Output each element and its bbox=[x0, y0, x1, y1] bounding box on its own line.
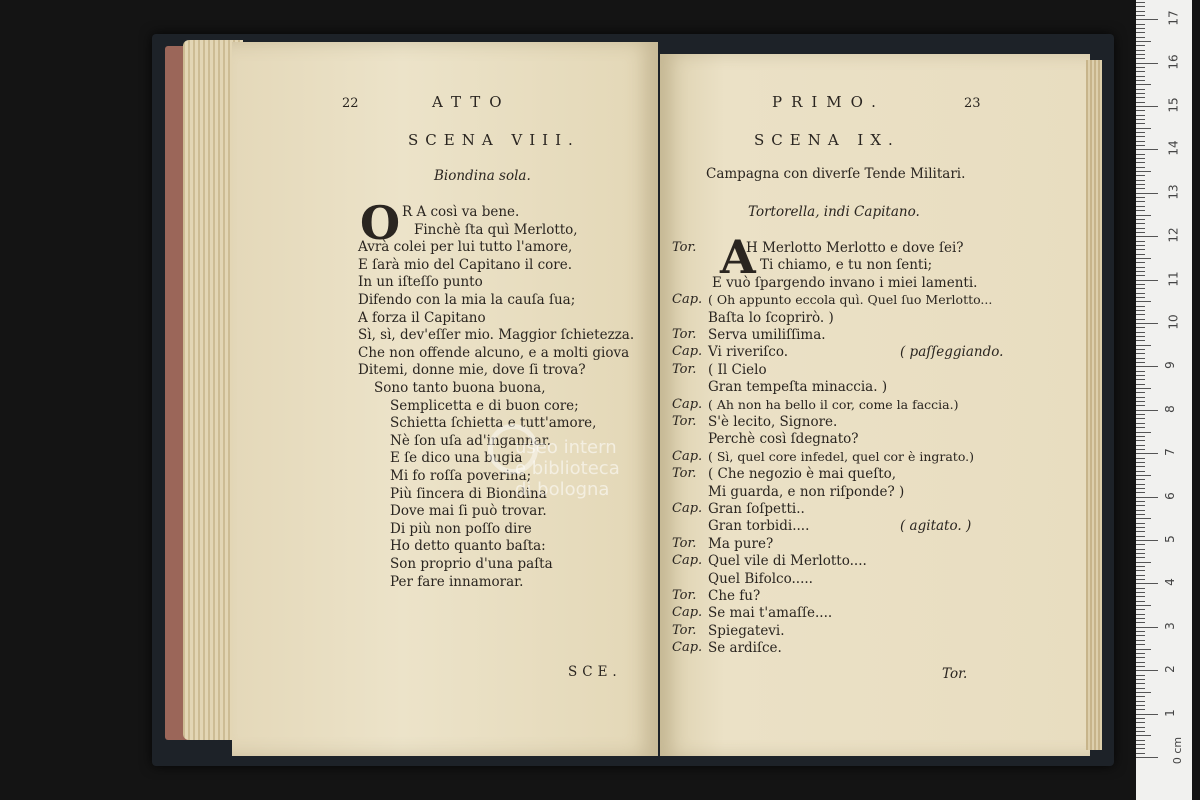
ruler-tick bbox=[1136, 288, 1145, 289]
right-page bbox=[660, 54, 1090, 756]
character-line-left: Biondina sola. bbox=[434, 168, 531, 184]
ruler-tick bbox=[1136, 388, 1151, 389]
ruler-number: 17 bbox=[1166, 10, 1181, 26]
ruler-tick bbox=[1136, 210, 1145, 211]
ruler-tick bbox=[1136, 436, 1145, 437]
ruler-tick bbox=[1136, 340, 1145, 341]
ruler-tick bbox=[1136, 618, 1145, 619]
verse-line: E ſe dico una bugia bbox=[390, 450, 523, 467]
ruler-tick bbox=[1136, 119, 1145, 120]
ruler-tick bbox=[1136, 579, 1145, 580]
verse-line: Semplicetta e di buon core; bbox=[390, 397, 579, 414]
ruler-tick bbox=[1136, 501, 1145, 502]
verse-line: E ſarà mio del Capitano il core. bbox=[358, 256, 573, 273]
ruler-tick bbox=[1136, 228, 1145, 229]
speaker-label: Tor. bbox=[672, 535, 697, 551]
ruler-tick bbox=[1136, 384, 1145, 385]
ruler-tick bbox=[1136, 484, 1145, 485]
ruler-tick bbox=[1136, 50, 1145, 51]
dialogue-line: Ti chiamo, e tu non ſenti; bbox=[760, 257, 933, 274]
verse-line: Sono tanto buona buona, bbox=[374, 380, 546, 396]
ruler-tick bbox=[1136, 201, 1145, 202]
ruler-tick bbox=[1136, 410, 1158, 411]
ruler-tick bbox=[1136, 41, 1151, 42]
ruler-tick bbox=[1136, 679, 1145, 680]
verse-line: Finchè ſta quì Merlotto, bbox=[414, 221, 578, 238]
catchword-left: SCE. bbox=[568, 664, 622, 680]
ruler-tick bbox=[1136, 462, 1145, 463]
ruler-tick bbox=[1136, 753, 1145, 754]
speaker-label: Cap. bbox=[672, 553, 703, 569]
ruler-number: 10 bbox=[1166, 314, 1181, 330]
ruler-tick bbox=[1136, 11, 1145, 12]
verse-line: Mi fo roſſa poverina; bbox=[390, 468, 532, 484]
character-line-right: Tortorella, indi Capitano. bbox=[748, 204, 920, 220]
page-number-left: 22 bbox=[342, 96, 359, 111]
verse-line: Ditemi, donne mie, dove ſi trova? bbox=[358, 362, 586, 379]
ruler-tick bbox=[1136, 167, 1145, 168]
speaker-label: Cap. bbox=[672, 501, 703, 516]
page-number-right: 23 bbox=[964, 96, 981, 111]
ruler-tick bbox=[1136, 475, 1151, 476]
ruler-tick bbox=[1136, 180, 1145, 181]
verse-line: Che non offende alcuno, e a molti giova bbox=[358, 344, 630, 361]
verse-line: A forza il Capitano bbox=[358, 309, 486, 326]
ruler-tick bbox=[1136, 575, 1145, 576]
dialogue-line: Serva umiliſſima. bbox=[708, 327, 826, 343]
measurement-ruler bbox=[1136, 0, 1192, 800]
dialogue-line: Baſta lo ſcoprirò. ) bbox=[708, 309, 834, 326]
ruler-tick bbox=[1136, 267, 1145, 268]
page-edges-right bbox=[1086, 60, 1102, 750]
dialogue-line: Gran torbidi.... bbox=[708, 518, 810, 535]
ruler-tick bbox=[1136, 232, 1145, 233]
dialogue-line: ( Il Cielo bbox=[708, 361, 767, 378]
dialogue-line: ( Oh appunto eccola quì. Quel ſuo Merlotto... bbox=[708, 292, 993, 308]
ruler-tick bbox=[1136, 254, 1145, 255]
ruler-tick bbox=[1136, 471, 1145, 472]
ruler-tick bbox=[1136, 714, 1158, 715]
verse-line: Ho detto quanto baſta: bbox=[390, 538, 546, 555]
ruler-unit-label: 0 cm bbox=[1171, 736, 1185, 765]
dialogue-line: Gran tempeſta minaccia. ) bbox=[708, 379, 888, 396]
ruler-tick bbox=[1136, 110, 1145, 111]
ruler-tick bbox=[1136, 245, 1145, 246]
ruler-tick bbox=[1136, 627, 1158, 628]
ruler-tick bbox=[1136, 488, 1145, 489]
ruler-tick bbox=[1136, 215, 1151, 216]
verse-line: Nè ſon uſa ad'ingannar. bbox=[390, 432, 552, 449]
ruler-tick bbox=[1136, 540, 1158, 541]
ruler-tick bbox=[1136, 649, 1151, 650]
speaker-label: Tor. bbox=[672, 588, 697, 603]
ruler-tick bbox=[1136, 392, 1145, 393]
ruler-tick bbox=[1136, 84, 1151, 85]
ruler-tick bbox=[1136, 115, 1145, 116]
dialogue-line: ( Ah non ha bello il cor, come la faccia.) bbox=[708, 396, 959, 412]
ruler-tick bbox=[1136, 76, 1145, 77]
ruler-number: 8 bbox=[1162, 404, 1177, 413]
ruler-tick bbox=[1136, 510, 1145, 511]
ruler-tick bbox=[1136, 497, 1158, 498]
ruler-tick bbox=[1136, 54, 1145, 55]
dialogue-line: Ma pure? bbox=[708, 535, 774, 552]
ruler-tick bbox=[1136, 37, 1145, 38]
dialogue-line: Che fu? bbox=[708, 588, 761, 604]
speaker-label: Tor. bbox=[672, 414, 697, 429]
ruler-tick bbox=[1136, 332, 1145, 333]
dialogue-line: Quel Bifolco..... bbox=[708, 570, 813, 587]
ruler-tick bbox=[1136, 566, 1145, 567]
ruler-tick bbox=[1136, 219, 1145, 220]
dialogue-line: ( Che negozio è mai queſto, bbox=[708, 466, 897, 483]
ruler-tick bbox=[1136, 662, 1145, 663]
ruler-tick bbox=[1136, 379, 1145, 380]
ruler-tick bbox=[1136, 536, 1145, 537]
ruler-tick bbox=[1136, 297, 1145, 298]
ruler-tick bbox=[1136, 423, 1145, 424]
ruler-tick bbox=[1136, 518, 1151, 519]
ruler-number: 4 bbox=[1162, 578, 1177, 587]
ruler-tick bbox=[1136, 271, 1145, 272]
dialogue-line: H Merlotto Merlotto e dove ſei? bbox=[746, 240, 964, 256]
ruler-tick bbox=[1136, 24, 1145, 25]
dialogue-line: Vi riveriſco. bbox=[708, 344, 789, 361]
speaker-label: Cap. bbox=[672, 344, 703, 360]
ruler-tick bbox=[1136, 605, 1151, 606]
ruler-tick bbox=[1136, 696, 1145, 697]
ruler-tick bbox=[1136, 414, 1145, 415]
speaker-label: Tor. bbox=[672, 466, 697, 482]
ruler-tick bbox=[1136, 440, 1145, 441]
verse-line: Di più non poſſo dire bbox=[390, 520, 532, 537]
dialogue-line: Spiegatevi. bbox=[708, 622, 785, 639]
ruler-tick bbox=[1136, 353, 1145, 354]
ruler-tick bbox=[1136, 162, 1145, 163]
ruler-tick bbox=[1136, 583, 1158, 584]
ruler-tick bbox=[1136, 622, 1145, 623]
ruler-number: 6 bbox=[1162, 491, 1177, 500]
dialogue-line: Gran ſoſpetti.. bbox=[708, 501, 805, 517]
ruler-tick bbox=[1136, 171, 1151, 172]
ruler-tick bbox=[1136, 657, 1145, 658]
ruler-tick bbox=[1136, 705, 1145, 706]
ruler-number: 13 bbox=[1166, 184, 1181, 200]
ruler-tick bbox=[1136, 553, 1145, 554]
ruler-tick bbox=[1136, 740, 1145, 741]
ruler-tick bbox=[1136, 375, 1145, 376]
ruler-tick bbox=[1136, 19, 1158, 20]
verse-line: Son proprio d'una paſta bbox=[390, 556, 553, 572]
scene-setting: Campagna con diverſe Tende Militari. bbox=[706, 166, 966, 182]
ruler-tick bbox=[1136, 284, 1145, 285]
ruler-tick bbox=[1136, 89, 1145, 90]
watermark-line: useo intern bbox=[515, 437, 617, 458]
ruler-tick bbox=[1136, 592, 1145, 593]
ruler-tick bbox=[1136, 80, 1145, 81]
ruler-tick bbox=[1136, 609, 1145, 610]
verse-line: Difendo con la mia la cauſa ſua; bbox=[358, 292, 576, 308]
ruler-tick bbox=[1136, 63, 1158, 64]
ruler-tick bbox=[1136, 327, 1145, 328]
ruler-tick bbox=[1136, 184, 1145, 185]
ruler-tick bbox=[1136, 32, 1145, 33]
ruler-tick bbox=[1136, 557, 1145, 558]
ruler-tick bbox=[1136, 453, 1158, 454]
ruler-tick bbox=[1136, 748, 1145, 749]
ruler-tick bbox=[1136, 58, 1145, 59]
ruler-number: 15 bbox=[1166, 97, 1181, 113]
ruler-tick bbox=[1136, 449, 1145, 450]
ruler-number: 12 bbox=[1166, 227, 1181, 243]
verse-line: Sì, sì, dev'eſſer mio. Maggior ſchietezza. bbox=[358, 327, 635, 344]
ruler-tick bbox=[1136, 549, 1145, 550]
verse-line: In un iſteſſo punto bbox=[358, 274, 483, 291]
ruler-tick bbox=[1136, 432, 1151, 433]
ruler-tick bbox=[1136, 666, 1145, 667]
ruler-tick bbox=[1136, 527, 1145, 528]
ruler-tick bbox=[1136, 718, 1145, 719]
ruler-tick bbox=[1136, 614, 1145, 615]
ruler-tick bbox=[1136, 314, 1145, 315]
ruler-tick bbox=[1136, 401, 1145, 402]
watermark-line: di bologna bbox=[515, 479, 610, 500]
ruler-tick bbox=[1136, 744, 1145, 745]
ruler-tick bbox=[1136, 188, 1145, 189]
ruler-number: 16 bbox=[1166, 53, 1181, 70]
ruler-tick bbox=[1136, 505, 1145, 506]
ruler-tick bbox=[1136, 601, 1145, 602]
ruler-tick bbox=[1136, 93, 1145, 94]
dialogue-line: Quel vile di Merlotto.... bbox=[708, 553, 867, 570]
ruler-tick bbox=[1136, 132, 1145, 133]
ruler-tick bbox=[1136, 458, 1145, 459]
ruler-tick bbox=[1136, 358, 1145, 359]
catchword-right: Tor. bbox=[942, 666, 968, 682]
ruler-tick bbox=[1136, 562, 1151, 563]
ruler-number: 11 bbox=[1166, 270, 1181, 287]
ruler-tick bbox=[1136, 71, 1145, 72]
dialogue-line: S'è lecito, Signore. bbox=[708, 414, 838, 430]
ruler-tick bbox=[1136, 479, 1145, 480]
ruler-tick bbox=[1136, 596, 1145, 597]
ruler-tick bbox=[1136, 123, 1145, 124]
ruler-tick bbox=[1136, 236, 1158, 237]
verse-line: R A così va bene. bbox=[402, 204, 520, 220]
ruler-tick bbox=[1136, 635, 1145, 636]
dialogue-line: ( Sì, quel core infedel, quel cor è ingrato.) bbox=[708, 448, 974, 464]
speaker-label: Cap. bbox=[672, 396, 703, 412]
ruler-tick bbox=[1136, 28, 1145, 29]
ruler-tick bbox=[1136, 141, 1145, 142]
ruler-tick bbox=[1136, 531, 1145, 532]
ruler-tick bbox=[1136, 405, 1145, 406]
ruler-tick bbox=[1136, 293, 1145, 294]
dialogue-line: Perchè così ſdegnato? bbox=[708, 431, 859, 448]
speaker-label: Tor. bbox=[672, 240, 697, 255]
ruler-tick bbox=[1136, 653, 1145, 654]
dialogue-line: E vuò ſpargendo invano i miei lamenti. bbox=[712, 274, 978, 291]
ruler-tick bbox=[1136, 640, 1145, 641]
ruler-tick bbox=[1136, 492, 1145, 493]
stage-direction: ( agitato. ) bbox=[900, 518, 972, 535]
ruler-tick bbox=[1136, 588, 1145, 589]
drop-cap-left: O bbox=[360, 196, 401, 250]
ruler-tick bbox=[1136, 631, 1145, 632]
ruler-tick bbox=[1136, 371, 1145, 372]
ruler-tick bbox=[1136, 366, 1158, 367]
ruler-tick bbox=[1136, 362, 1145, 363]
speaker-label: Cap. bbox=[672, 292, 703, 308]
ruler-tick bbox=[1136, 675, 1145, 676]
ruler-tick bbox=[1136, 570, 1145, 571]
dialogue-line: Mi guarda, e non riſponde? ) bbox=[708, 483, 905, 500]
ruler-tick bbox=[1136, 701, 1145, 702]
ruler-tick bbox=[1136, 466, 1145, 467]
speaker-label: Cap. bbox=[672, 640, 703, 656]
ruler-tick bbox=[1136, 757, 1158, 758]
ruler-tick bbox=[1136, 193, 1158, 194]
ruler-tick bbox=[1136, 145, 1145, 146]
ruler-number: 14 bbox=[1166, 140, 1181, 157]
ruler-tick bbox=[1136, 683, 1145, 684]
verse-line: Avrà colei per lui tutto l'amore, bbox=[358, 239, 573, 256]
dialogue-line: Se mai t'amaſſe.... bbox=[708, 605, 833, 622]
ruler-tick bbox=[1136, 275, 1145, 276]
ruler-tick bbox=[1136, 15, 1145, 16]
ruler-tick bbox=[1136, 154, 1145, 155]
ruler-tick bbox=[1136, 722, 1145, 723]
running-head-left: ATTO bbox=[432, 93, 511, 111]
ruler-tick bbox=[1136, 206, 1145, 207]
ruler-tick bbox=[1136, 262, 1145, 263]
ruler-tick bbox=[1136, 544, 1145, 545]
ruler-tick bbox=[1136, 310, 1145, 311]
scene-title-right: SCENA IX. bbox=[754, 131, 900, 149]
ruler-tick bbox=[1136, 709, 1145, 710]
verse-line: Più ſincera di Biondina bbox=[390, 485, 547, 502]
ruler-number: 5 bbox=[1162, 535, 1177, 543]
ruler-tick bbox=[1136, 306, 1145, 307]
ruler-tick bbox=[1136, 644, 1145, 645]
ruler-tick bbox=[1136, 523, 1145, 524]
ruler-tick bbox=[1136, 323, 1158, 324]
drop-cap-right: A bbox=[720, 230, 756, 284]
ruler-tick bbox=[1136, 2, 1145, 3]
ruler-tick bbox=[1136, 241, 1145, 242]
speaker-label: Tor. bbox=[672, 361, 697, 377]
ruler-tick bbox=[1136, 258, 1151, 259]
ruler-tick bbox=[1136, 102, 1145, 103]
ruler-tick bbox=[1136, 692, 1151, 693]
ruler-tick bbox=[1136, 67, 1145, 68]
ruler-tick bbox=[1136, 319, 1145, 320]
ruler-number: 9 bbox=[1162, 361, 1177, 370]
speaker-label: Cap. bbox=[672, 605, 703, 621]
ruler-tick bbox=[1136, 336, 1145, 337]
ruler-tick bbox=[1136, 280, 1158, 281]
ruler-tick bbox=[1136, 197, 1145, 198]
ruler-tick bbox=[1136, 349, 1145, 350]
verse-line: Schietta ſchietta e tutt'amore, bbox=[390, 415, 597, 432]
ruler-tick bbox=[1136, 670, 1158, 671]
ruler-tick bbox=[1136, 731, 1145, 732]
ruler-tick bbox=[1136, 397, 1145, 398]
ruler-tick bbox=[1136, 149, 1158, 150]
ruler-tick bbox=[1136, 735, 1151, 736]
ruler-number: 3 bbox=[1162, 621, 1177, 630]
ruler-tick bbox=[1136, 345, 1151, 346]
ruler-number: 2 bbox=[1162, 665, 1177, 674]
ruler-tick bbox=[1136, 97, 1145, 98]
running-head-right: PRIMO. bbox=[772, 93, 885, 111]
ruler-number: 7 bbox=[1162, 448, 1177, 457]
speaker-label: Cap. bbox=[672, 448, 703, 464]
ruler-tick bbox=[1136, 418, 1145, 419]
ruler-tick bbox=[1136, 6, 1145, 7]
ruler-tick bbox=[1136, 158, 1145, 159]
speaker-label: Tor. bbox=[672, 327, 697, 342]
ruler-number: 1 bbox=[1162, 708, 1177, 717]
ruler-tick bbox=[1136, 427, 1145, 428]
stage-direction: ( paſſeggiando. bbox=[900, 344, 1004, 361]
left-page bbox=[232, 42, 658, 756]
watermark-text bbox=[515, 437, 620, 500]
dialogue-line: Se ardiſce. bbox=[708, 640, 782, 657]
ruler-tick bbox=[1136, 301, 1151, 302]
verse-line: Dove mai ſi può trovar. bbox=[390, 503, 547, 520]
ruler-tick bbox=[1136, 688, 1145, 689]
ruler-tick bbox=[1136, 45, 1145, 46]
ruler-tick bbox=[1136, 106, 1158, 107]
ruler-tick bbox=[1136, 136, 1145, 137]
ruler-tick bbox=[1136, 223, 1145, 224]
verse-line: Per fare innamorar. bbox=[390, 573, 524, 590]
ruler-tick bbox=[1136, 445, 1145, 446]
speaker-label: Tor. bbox=[672, 622, 697, 638]
watermark-line: e biblioteca bbox=[515, 458, 620, 479]
ruler-tick bbox=[1136, 727, 1145, 728]
ruler-tick bbox=[1136, 175, 1145, 176]
scene-title-left: SCENA VIII. bbox=[408, 131, 580, 149]
ruler-tick bbox=[1136, 128, 1151, 129]
ruler-tick bbox=[1136, 514, 1145, 515]
ruler-tick bbox=[1136, 249, 1145, 250]
